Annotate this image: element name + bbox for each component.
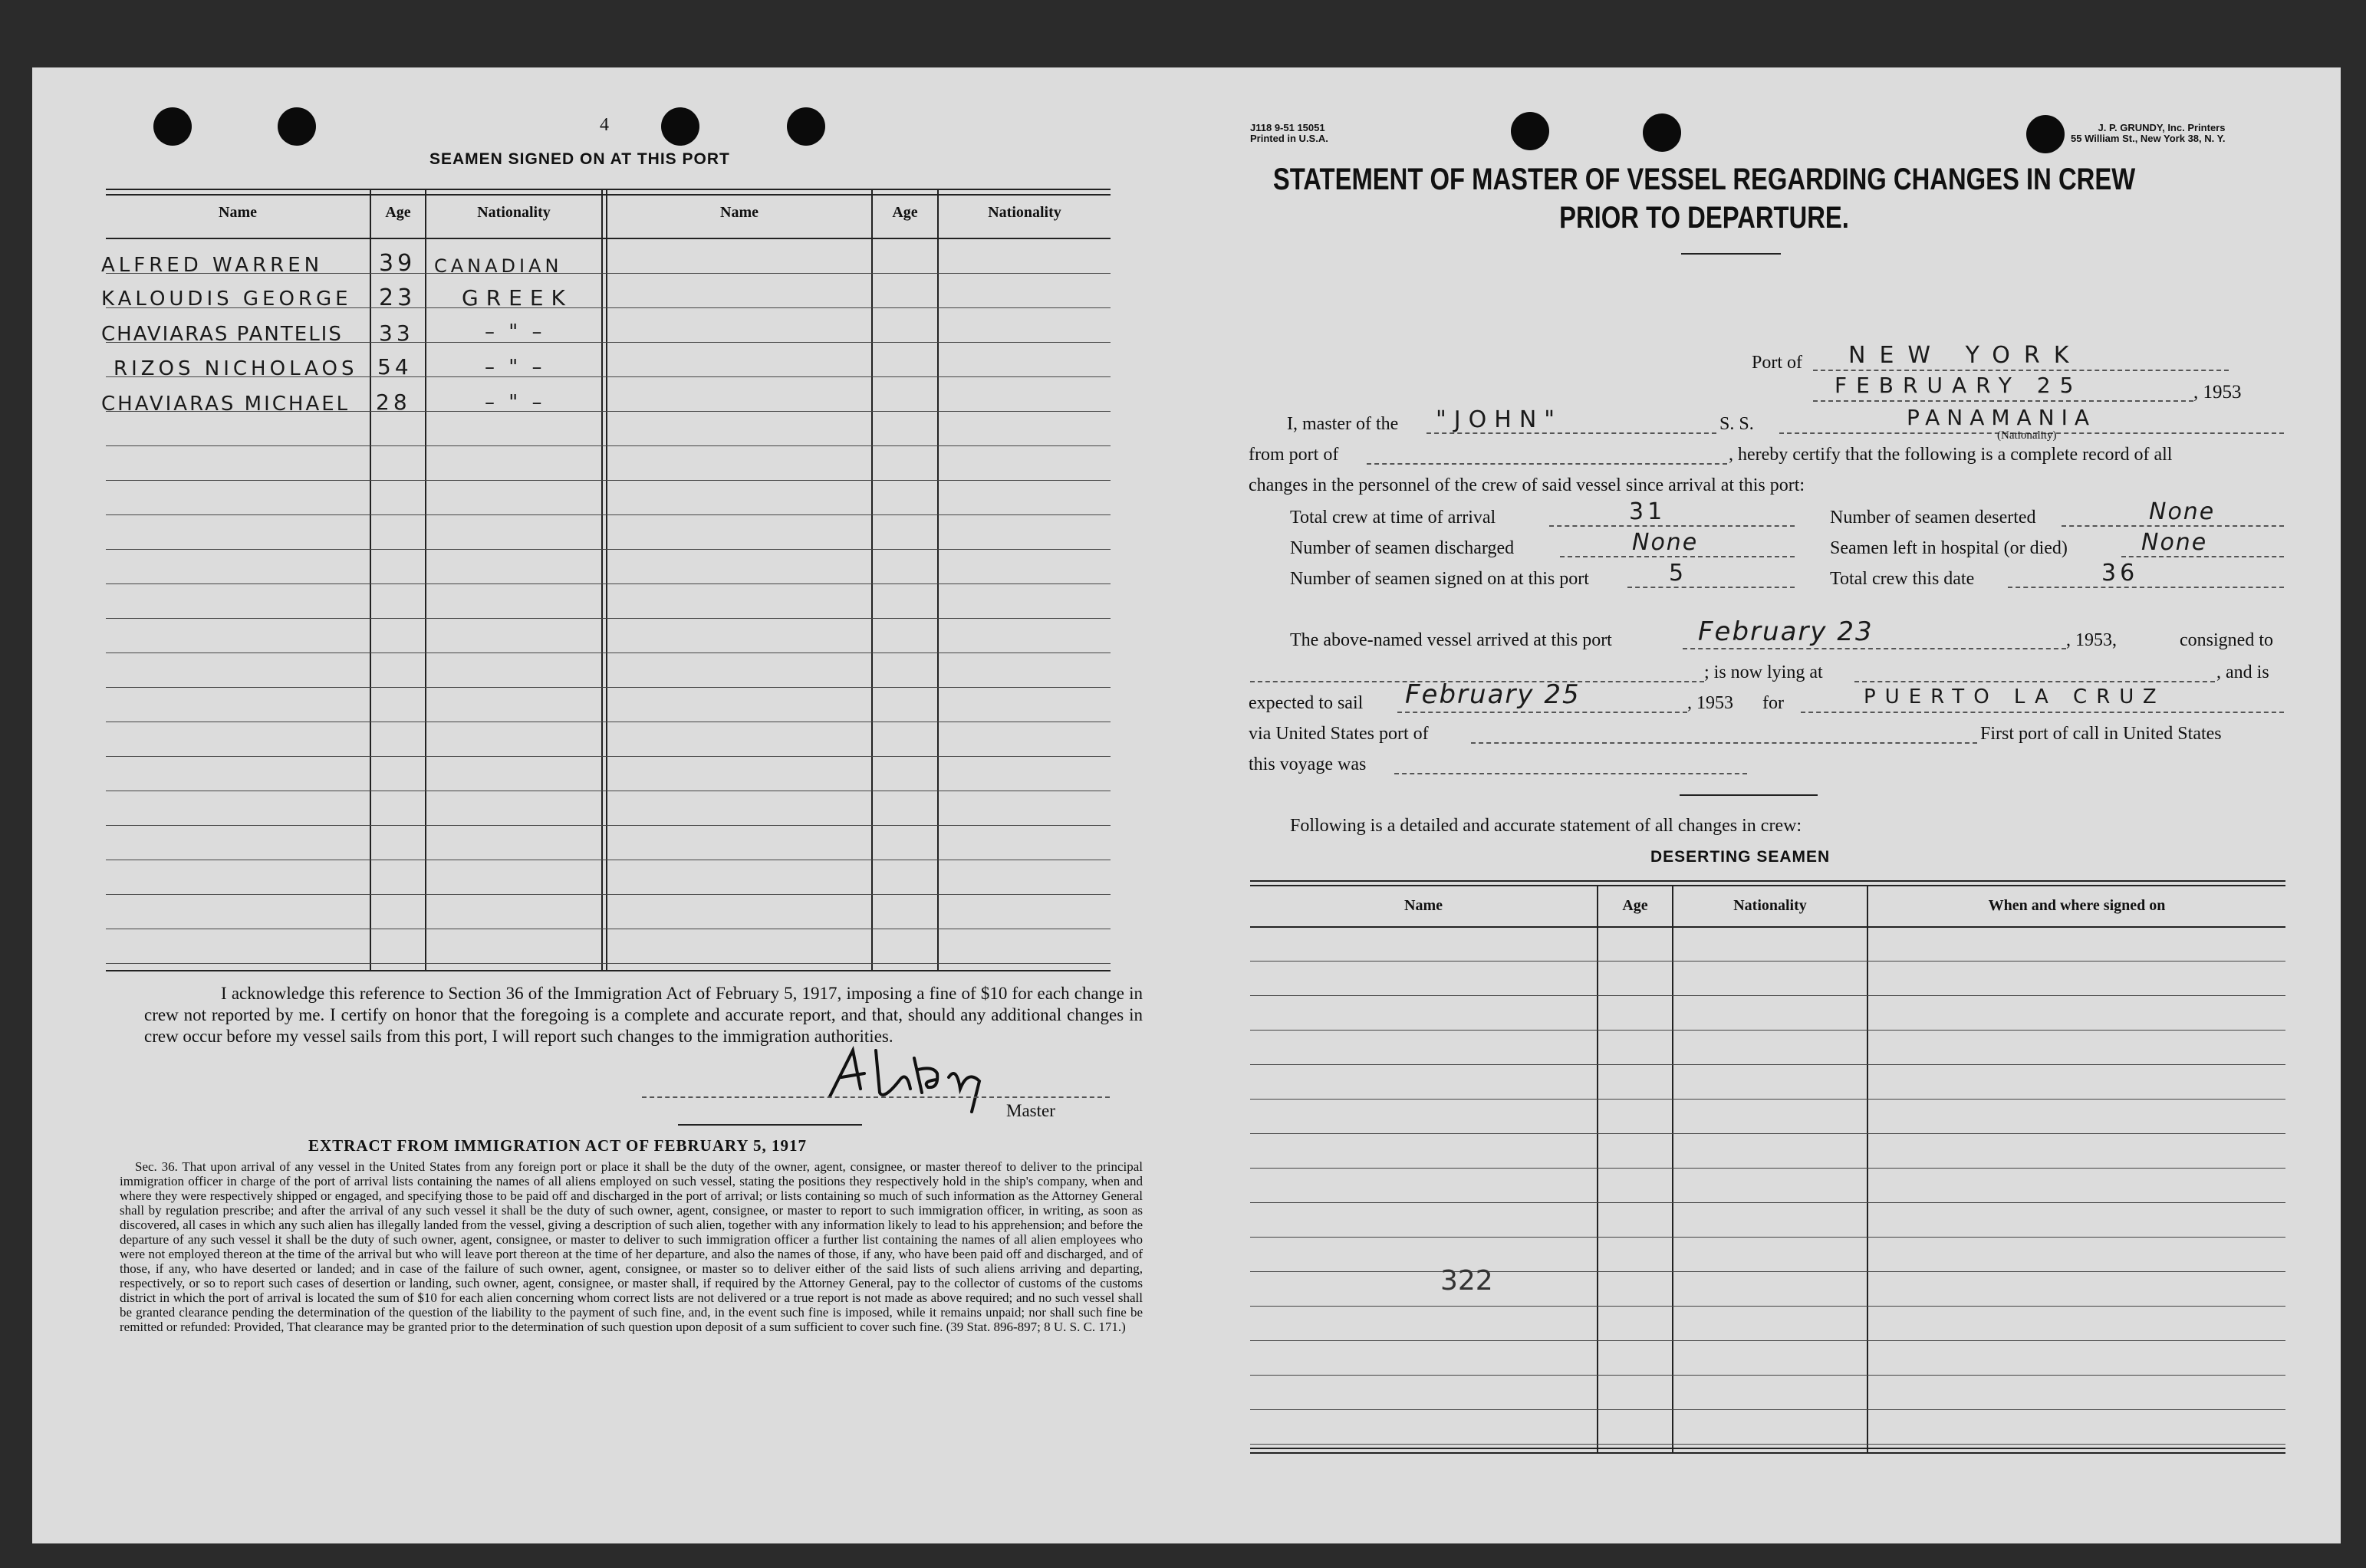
table-rule <box>1250 1306 2285 1307</box>
col-header-age: Age <box>892 204 918 221</box>
table-rule <box>106 618 1111 619</box>
table-row-nationality: CANADIAN <box>434 255 563 277</box>
total-crew-date-value: 36 <box>2101 560 2139 587</box>
page-stamp: 322 <box>1440 1265 1493 1297</box>
master-of-label: I, master of the <box>1287 414 1399 434</box>
table-rule <box>1250 1271 2285 1272</box>
table-rule <box>1250 1030 2285 1031</box>
ss-label: S. S. <box>1719 414 1754 434</box>
table-row-name: KALOUDIS GEORGE <box>101 288 352 311</box>
hospital-label: Seamen left in hospital (or died) <box>1830 538 2068 558</box>
voyage-label: this voyage was <box>1249 754 1367 774</box>
hospital-value: None <box>2141 529 2208 556</box>
sail-value: February 25 <box>1405 679 1581 710</box>
table-rule <box>106 549 1111 550</box>
table-row-nationality: – " – <box>485 391 546 414</box>
table-row-nationality: GREEK <box>462 285 573 311</box>
discharged-label: Number of seamen discharged <box>1290 538 1515 558</box>
table-rule <box>1250 1064 2285 1065</box>
col-header-name: Name <box>219 204 257 221</box>
first-port-label: First port of call in United States <box>1980 724 2222 744</box>
expected-label: expected to sail <box>1249 693 1364 713</box>
punch-hole <box>2026 115 2065 153</box>
table-rule <box>106 687 1111 688</box>
table-rule <box>1250 1340 2285 1341</box>
signed-on-label: Number of seamen signed on at this port <box>1290 569 1589 589</box>
form-code: J118 9-51 15051 Printed in U.S.A. <box>1250 122 1328 144</box>
table-row-nationality: – " – <box>485 321 546 344</box>
table-row-nationality: – " – <box>485 356 546 379</box>
table-row-name: CHAVIARAS MICHAEL <box>101 393 350 416</box>
deserted-label: Number of seamen deserted <box>1830 508 2036 528</box>
extract-title: EXTRACT FROM IMMIGRATION ACT OF FEBRUARY 5, 1917 <box>308 1136 808 1155</box>
certify-text: , hereby certify that the following is a complete record of all <box>1729 445 2173 465</box>
arrived-year: , 1953, <box>2066 630 2117 650</box>
col-header-nationality: Nationality <box>988 204 1061 221</box>
table-row-age: 33 <box>379 321 414 346</box>
punch-hole <box>153 107 192 146</box>
form-title: STATEMENT OF MASTER OF VESSEL REGARDING CHANGES IN CREW <box>1272 163 2136 196</box>
vessel-name: "JOHN" <box>1436 406 1563 433</box>
master-signature <box>807 1035 1022 1127</box>
year-value: , 1953 <box>2193 382 2242 403</box>
deserted-value: None <box>2149 498 2216 525</box>
form-title-line2: PRIOR TO DEPARTURE. <box>1559 201 1849 235</box>
table-rule <box>106 963 1111 964</box>
table-rule <box>1250 1202 2285 1203</box>
changes-text: changes in the personnel of the crew of said vessel since arrival at this port: <box>1249 475 1805 495</box>
punch-hole <box>787 107 825 146</box>
table-row-age: 39 <box>379 250 416 277</box>
via-label: via United States port of <box>1249 724 1429 744</box>
table-rule <box>106 756 1111 757</box>
acknowledgement-text: I acknowledge this reference to Section 36 of the Immigration Act of February 5, 1917, imposing a fine of $10 for each change in crew not reported by me. I certify on honor that the foregoing is a complete and accurate report, and that, should any additional changes in crew occur before my vessel sails from this port, I will report such changes to the immigration authorities. <box>144 984 1143 1046</box>
col-header-name: Name <box>720 204 759 221</box>
punch-hole <box>1511 112 1549 150</box>
table-rule <box>1250 1409 2285 1410</box>
table-rule <box>106 583 1111 584</box>
table-rule <box>106 445 1111 446</box>
printer-imprint: J. P. GRUNDY, Inc. Printers 55 William St., New York 38, N. Y. <box>2071 122 2226 144</box>
section-title: SEAMEN SIGNED ON AT THIS PORT <box>429 150 730 168</box>
deserting-col-age: Age <box>1622 897 1648 914</box>
punch-hole <box>1643 113 1681 152</box>
table-rule <box>1250 995 2285 996</box>
extract-text: Sec. 36. That upon arrival of any vessel in the United States from any foreign port or place it shall be the duty of the owner, agent, consignee, or master thereof to deliver to the principal immigration officer in charge of the port of arrival lists containing the names of all aliens employed on such vessel, stating the positions they respectively hold in the ship's company, when and where they were respectively shipped or engaged, and specifying those to be paid off and discharged in the port of arrival; or lists containing so much of such information as the Attorney General shall by regulation prescribe; and after the arrival of any such vessel it shall be the duty of such owner, agent, consignee, or master to report to such immigration officer, in writing, as soon as discovered, all cases in which any such alien has illegally landed from the vessel, giving a description of such alien, together with any information likely to lead to his apprehension; and before the departure of any such vessel it shall be the duty of such owner, agent, consignee, or master to deliver to such immigration officer a further list containing the names of all alien employees who were not employed thereon at the time of the arrival but who will leave port thereon at the time of her departure, and also the names of those, if any, who have been paid off and discharged, and of those, if any, who have deserted or landed; and in case of the failure of such owner, agent, consignee, or master so to deliver either of the said lists of such aliens arriving and departing, respectively, or so to report such cases of desertion or landing, such owner, agent, consignee, or master shall, if required by the Attorney General, pay to the collector of customs of the customs district in which the port of arrival is located the sum of $10 for each alien concerning whom correct lists are not delivered or a true report is not made as above required; and no such vessel shall be granted clearance pending the determination of the question of the liability to the payment of such fine, and, in the event such fine is imposed, while it remains unpaid; nor shall such fine be remitted or refunded: Provided, That clearance may be granted prior to the determination of such question upon deposit of a sum sufficient to cover such fine. (39 Stat. 896-897; 8 U. S. C. 171.) <box>120 1159 1143 1334</box>
lying-label: ; is now lying at <box>1704 662 1823 682</box>
deserting-col-nationality: Nationality <box>1733 897 1807 914</box>
following-text: Following is a detailed and accurate statement of all changes in crew: <box>1290 816 1802 836</box>
table-rule <box>106 894 1111 895</box>
table-rule <box>1250 1168 2285 1169</box>
table-row-age: 23 <box>379 284 416 311</box>
sail-year: , 1953 <box>1687 693 1733 713</box>
punch-hole <box>661 107 699 146</box>
deserting-title: DESERTING SEAMEN <box>1650 848 1831 866</box>
punch-hole <box>278 107 316 146</box>
table-rule <box>1250 1099 2285 1100</box>
table-rule <box>106 514 1111 515</box>
master-label: Master <box>1006 1101 1055 1120</box>
table-rule <box>1250 1237 2285 1238</box>
port-value: NEW YORK <box>1848 342 2083 369</box>
consigned-label: consigned to <box>2180 630 2273 650</box>
col-header-nationality: Nationality <box>477 204 551 221</box>
arrived-value: February 23 <box>1698 616 1874 647</box>
table-rule <box>106 480 1111 481</box>
table-rule <box>1250 1375 2285 1376</box>
discharged-value: None <box>1632 529 1699 556</box>
deserting-col-name: Name <box>1404 897 1443 914</box>
deserting-col-signed-on: When and where signed on <box>1988 897 2166 914</box>
table-rule <box>106 825 1111 826</box>
total-crew-arrival-value: 31 <box>1629 498 1667 525</box>
for-value: PUERTO LA CRUZ <box>1864 685 2166 708</box>
page-number: 4 <box>600 115 609 135</box>
date-value: FEBRUARY 25 <box>1835 373 2083 398</box>
from-port-label: from port of <box>1249 445 1339 465</box>
form-sheet <box>32 67 2341 1543</box>
and-is-label: , and is <box>2216 662 2269 682</box>
total-crew-arrival-label: Total crew at time of arrival <box>1290 508 1496 528</box>
col-header-age: Age <box>385 204 411 221</box>
table-row-age: 54 <box>377 354 413 380</box>
table-rule <box>1250 961 2285 962</box>
table-row-name: RIZOS NICHOLAOS <box>114 357 358 380</box>
arrived-label: The above-named vessel arrived at this port <box>1290 630 1612 650</box>
table-row-age: 28 <box>376 390 411 415</box>
total-crew-date-label: Total crew this date <box>1830 569 1975 589</box>
for-label: for <box>1762 693 1784 713</box>
nationality-caption: (Nationality) <box>1997 429 2057 442</box>
signed-on-value: 5 <box>1669 560 1688 587</box>
port-label: Port of <box>1752 353 1802 373</box>
table-rule <box>1250 1133 2285 1134</box>
table-rule <box>1250 1444 2285 1445</box>
table-row-name: CHAVIARAS PANTELIS <box>101 323 343 346</box>
table-row-name: ALFRED WARREN <box>101 254 324 277</box>
nationality-value: PANAMANIA <box>1907 405 2097 430</box>
